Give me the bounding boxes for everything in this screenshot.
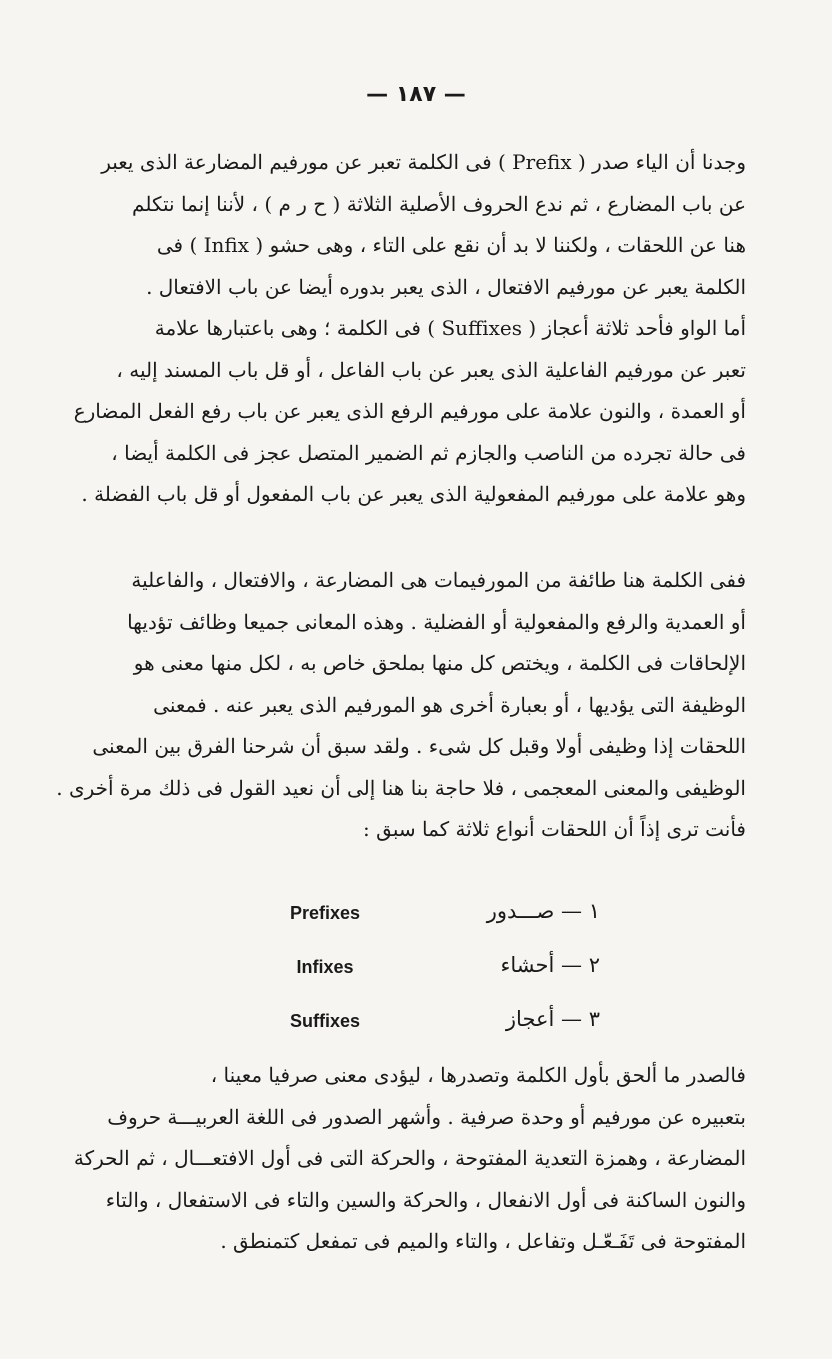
text-line: فأنت ترى إذاً أن اللحقات أنواع ثلاثة كما سبق : xyxy=(363,817,746,841)
paragraph-2 xyxy=(56,560,746,851)
text-line: فى حالة تجرده من الناصب والجازم ثم الضمير المتصل عجز فى الكلمة أيضا ، xyxy=(111,440,746,465)
text-line: وجدنا أن الياء صدر ( Prefix ) فى الكلمة تعبر عن مورفيم المضارعة الذى يعبر xyxy=(101,150,746,174)
text-line: بتعبيره عن مورفيم أو وحدة صرفية . وأشهر الصدور فى اللغة العربيـــة حروف xyxy=(107,1104,746,1129)
text-line: فالصدر ما ألحق بأول الكلمة وتصدرها ، ليؤدى معنى صرفيا معينا ، xyxy=(210,1063,746,1087)
affix-type-arabic: ١ — صـــدور xyxy=(486,899,600,923)
text-line: هنا عن اللحقات ، ولكننا لا بد أن نقع على التاء ، وهى حشو ( Infix ) فى xyxy=(156,233,746,257)
affix-type-row xyxy=(0,1001,832,1055)
text-line: الإلحاقات فى الكلمة ، ويختص كل منها بملحق خاص به ، لكل منها معنى هو xyxy=(133,651,746,675)
affix-type-english: Infixes xyxy=(296,957,354,977)
text-line: أو العمدية والرفع والمفعولية أو الفضلية . وهذه المعانى جميعا وظائف تؤديها xyxy=(127,609,746,634)
text-line: والنون الساكنة فى أول الانفعال ، والحركة والسين والتاء فى الاستفعال ، والتاء xyxy=(105,1187,746,1212)
text-line: أما الواو فأحد ثلاثة أعجاز ( Suffixes ) فى الكلمة ؛ وهى باعتبارها علامة xyxy=(154,316,746,340)
affix-type-english: Suffixes xyxy=(289,1011,361,1031)
text-line: وهو علامة على مورفيم المفعولية الذى يعبر عن باب المفعول أو قل باب الفضلة . xyxy=(81,482,746,506)
text-line: اللحقات إذا وظيفى أولا وقبل كل شىء . ولقد سبق أن شرحنا الفرق بين المعنى xyxy=(92,734,746,758)
text-line: ففى الكلمة هنا طائفة من المورفيمات هى المضارعة ، والافتعال ، والفاعلية xyxy=(131,568,746,592)
affix-type-english: Prefixes xyxy=(289,903,361,923)
affix-type-arabic: ٢ — أحشاء xyxy=(500,953,600,977)
affix-types-list xyxy=(0,893,832,1055)
paragraph-3 xyxy=(73,1055,746,1263)
text-line: الوظيفة التى يؤديها ، أو بعبارة أخرى هو المورفيم الذى يعبر عنه . فمعنى xyxy=(153,692,746,717)
text-line: الوظيفى والمعنى المعجمى ، فلا حاجة بنا هنا إلى أن نعيد القول فى ذلك مرة أخرى . xyxy=(56,775,746,800)
text-line: تعبر عن مورفيم الفاعلية الذى يعبر عن باب الفاعل ، أو قل باب المسند إليه ، xyxy=(116,357,746,382)
affix-type-row xyxy=(0,947,832,1001)
affix-type-row xyxy=(0,893,832,947)
text-line: المضارعة ، وهمزة التعدية المفتوحة ، والحركة التى فى أول الافتعـــال ، ثم الحركة xyxy=(73,1146,746,1170)
page-number: — ١٨٧ — xyxy=(366,82,466,107)
text-line: الكلمة يعبر عن مورفيم الافتعال ، الذى يعبر بدوره أيضا عن باب الافتعال . xyxy=(146,274,746,299)
paragraph-1 xyxy=(73,142,746,516)
text-line: عن باب المضارع ، ثم ندع الحروف الأصلية الثلاثة ( ح ر م ) ، لأننا إنما نتكلم xyxy=(132,191,746,216)
text-line: المفتوحة فى تَفَـعّـل وتفاعل ، والتاء والميم فى تمفعل كتمنطق . xyxy=(220,1229,746,1253)
text-line: أو العمدة ، والنون علامة على مورفيم الرفع الذى يعبر عن باب رفع الفعل المضارع xyxy=(73,399,746,423)
affix-type-arabic: ٣ — أعجاز xyxy=(505,1007,600,1031)
